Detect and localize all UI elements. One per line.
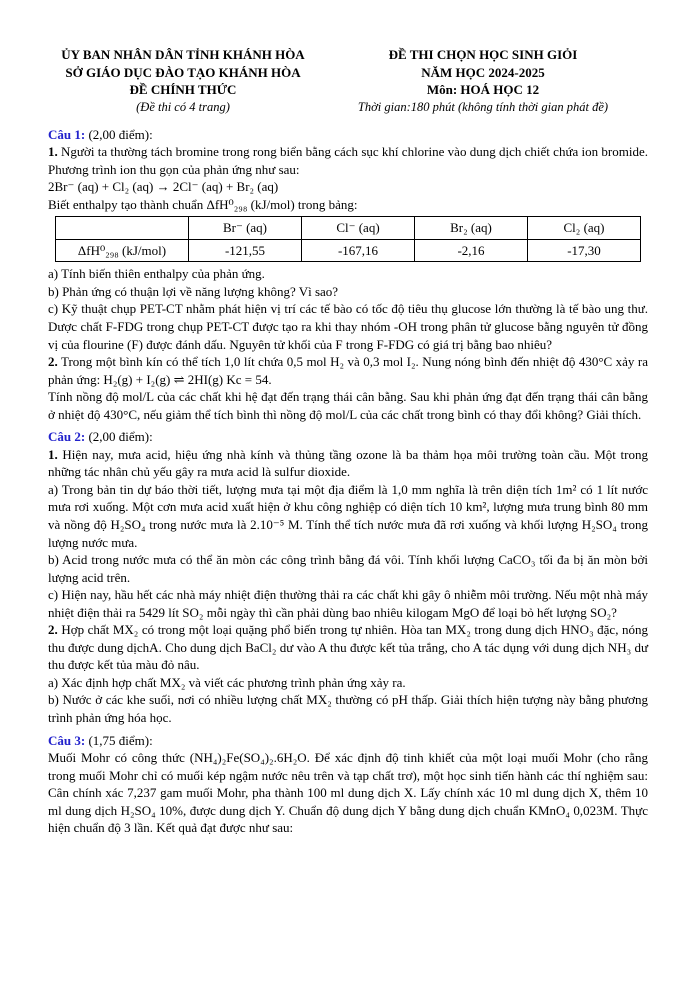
q1-part2-number: 2. [48, 354, 58, 370]
official-exam-label: ĐỀ CHÍNH THỨC [129, 82, 237, 98]
enthalpy-table-header-cl-minus: Cl⁻ (aq) [302, 217, 415, 240]
question-1-heading [48, 126, 648, 144]
q1-part1-number: 1. [48, 144, 58, 160]
enthalpy-value-cl2: -17,30 [528, 239, 641, 262]
question-3-label: Câu 3: [48, 732, 86, 748]
question-1-points: (2,00 điểm): [88, 126, 153, 142]
question-2-label: Câu 2: [48, 429, 86, 445]
q2-part2-sub-b: b) Nước ở các khe suối, nơi có nhiều lượng chất MX₂ thường có pH thấp. Giải thích hiện tượng này bằng phương trình phản ứng hóa học. [48, 692, 648, 726]
header-left-column [48, 46, 318, 116]
q1-sub-c: c) Kỹ thuật chụp PET-CT nhằm phát hiện vị trí các tế bào có tốc độ tiêu thụ glucose lớn thường là tế bào ung thư. Dược chất F-FDG trong chụp PET-CT được tạo ra khi thay nhóm -OH trong phân tử glucose bằng nguyên tử đồng vị của flourine (F) được đánh dấu. Nguyên tử khối của F trong F-FDG có giá trị bằng bao nhiêu? [48, 301, 648, 352]
question-2-points: (2,00 điểm): [88, 429, 153, 445]
q1-part2-followup: Tính nồng độ mol/L của các chất khi hệ đạt đến trạng thái cân bằng. Sau khi phản ứng đạt đến trạng thái cân bằng ở nhiệt độ 430°C, nếu giảm thể tích bình thì nồng độ mol/L của các chất trong bình có thay đổi không? Giải thích. [48, 389, 648, 422]
q1-part2-text: Trong một bình kín có thể tích 1,0 lít chứa 0,5 mol H₂ và 0,3 mol I₂. Nung nóng bình đến nhiệt độ 430°C xảy ra phản ứng: H₂(g) + I₂(g) ⇌ 2HI(g) Kc = 54. [48, 354, 648, 387]
question-3-heading [48, 732, 648, 750]
enthalpy-table-corner-cell [56, 217, 189, 240]
question-3-points: (1,75 điểm): [88, 732, 153, 748]
chemical-equation-bromine: 2Br⁻ (aq) + Cl₂ (aq) → 2Cl⁻ (aq) + Br₂ (aq) [48, 179, 279, 195]
q2-part1-paragraph [48, 446, 648, 481]
q1-part1-text: Người ta thường tách bromine trong rong biển bằng cách sục khí chlorine vào dung dịch chiết chứa ion bromide. Phương trình ion thu gọn của phản ứng như sau: [48, 144, 649, 177]
q2-part2-sub-a: a) Xác định hợp chất MX₂ và viết các phương trình phản ứng xảy ra. [48, 674, 406, 690]
enthalpy-table-header-row [56, 217, 641, 240]
enthalpy-table-header-br2: Br₂ (aq) [415, 217, 528, 240]
q2-part2-paragraph [48, 621, 648, 674]
enthalpy-table-header-cl2: Cl₂ (aq) [528, 217, 641, 240]
enthalpy-table-value-row [56, 239, 641, 262]
enthalpy-value-br-minus: -121,55 [189, 239, 302, 262]
enthalpy-table-row-label: ΔfH⁰₂₉₈ (kJ/mol) [56, 239, 189, 262]
enthalpy-table [55, 216, 641, 262]
enthalpy-value-cl-minus: -167,16 [302, 239, 415, 262]
exam-title: ĐỀ THI CHỌN HỌC SINH GIỎI [388, 47, 578, 62]
q3-paragraph: Muối Mohr có công thức (NH₄)₂Fe(SO₄)₂.6H₂O. Để xác định độ tinh khiết của một loại muối Mohr (cho rằng trong muối Mohr chỉ có muối kép ngậm nước nêu trên và tạp chất trơ), một học sinh tiến hành các thí nghiệm sau: Cân chính xác 7,237 gam muối Mohr, pha thành 100 ml dung dịch X. Lấy chính xác 10 ml dung dịch X, thêm 10 ml dung dịch H₂SO₄ 10%, được dung dịch Y. Chuẩn độ dung dịch Y bằng dung dịch chuẩn KMnO₄ 0,023M. Thực hiện chuẩn độ 3 lần. Kết quả đạt được như sau: [48, 750, 648, 836]
q1-sub-a: a) Tính biến thiên enthalpy của phản ứng. [48, 266, 265, 282]
q2-part2-text: Hợp chất MX₂ có trong một loại quặng phổ biến trong tự nhiên. Hòa tan MX₂ trong dung dịch HNO₃ đặc, nóng thu được dung dịchA. Cho dung dịch BaCl₂ dư vào A thu được kết tủa trắng, cho A tác dụng với dung dịch NH₃ dư thu được kết tủa màu đỏ nâu. [48, 622, 648, 673]
q2-part1-number: 1. [48, 446, 58, 462]
enthalpy-table-header-br-minus: Br⁻ (aq) [189, 217, 302, 240]
q1-enthalpy-intro: Biết enthalpy tạo thành chuẩn ΔfH⁰₂₉₈ (kJ/mol) trong bảng: [48, 196, 358, 212]
authority-line-1: ỦY BAN NHÂN DÂN TỈNH KHÁNH HÒA [61, 47, 305, 62]
authority-line-2: SỞ GIÁO DỤC ĐÀO TẠO KHÁNH HÒA [65, 64, 301, 80]
duration-note: Thời gian:180 phút (không tính thời gian phát đề) [357, 99, 609, 114]
q1-sub-b: b) Phản ứng có thuận lợi về năng lượng không? Vì sao? [48, 283, 339, 299]
q2-sub-b: b) Acid trong nước mưa có thể ăn mòn các công trình bằng đá vôi. Tính khối lượng CaCO₃ tối đa bị ăn mòn bởi lượng acid trên. [48, 552, 648, 585]
q2-part2-number: 2. [48, 622, 58, 638]
header-right-column [318, 46, 648, 116]
q2-part1-text: Hiện nay, mưa acid, hiệu ứng nhà kính và thủng tầng ozone là ba thảm họa môi trường toàn cầu. Một trong những tác nhân chủ yếu gây ra mưa acid là sulfur dioxide. [48, 446, 648, 480]
question-1-label: Câu 1: [48, 126, 86, 142]
subject-line: Môn: HOÁ HỌC 12 [426, 82, 540, 98]
q2-sub-a: a) Trong bản tin dự báo thời tiết, lượng mưa tại một địa điểm là 1,0 mm nghĩa là trên diện tích 1m² có 1 lít nước mưa rơi xuống. Một cơn mưa acid xuất hiện ở khu công nghiệp có diện tích 10 km², lượng mưa trung bình 80 mm và nồng độ H₂SO₄ trong nước mưa là 2.10⁻⁵ M. Tính thể tích nước mưa đã rơi xuống và khối lượng H₂SO₄ trong lượng nước mưa. [48, 481, 648, 550]
enthalpy-value-br2: -2,16 [415, 239, 528, 262]
q2-sub-c: c) Hiện nay, hầu hết các nhà máy nhiệt điện thường thải ra các chất khi gây ô nhiễm môi trường. Nếu một nhà máy nhiệt điện thải ra 5429 lít SO₂ mỗi ngày thì cần phải dùng bao nhiêu kilogam MgO để loại bỏ hết lượng SO₂? [48, 587, 648, 620]
school-year: NĂM HỌC 2024-2025 [421, 64, 545, 80]
q1-part2-paragraph [48, 353, 648, 388]
question-2-heading [48, 428, 648, 446]
page-count-note: (Đề thi có 4 trang) [136, 99, 230, 114]
q1-part1-paragraph [48, 143, 648, 178]
document-header [48, 46, 648, 116]
